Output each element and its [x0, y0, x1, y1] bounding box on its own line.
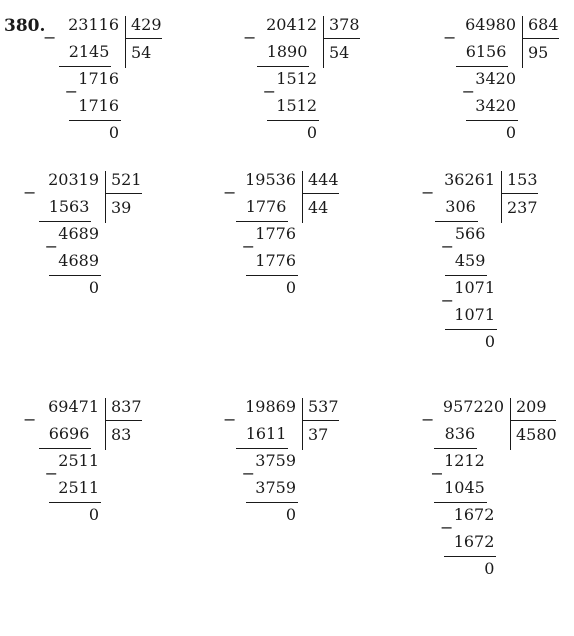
partial-remainder: 4689: [58, 224, 99, 243]
quotient: 54: [329, 43, 350, 62]
subtraction-line: [39, 221, 91, 222]
minus-sign: −: [223, 183, 237, 202]
subtrahend: 6696: [48, 424, 90, 443]
subtraction-line: [236, 221, 288, 222]
final-remainder: 0: [306, 123, 317, 142]
minus-sign: −: [44, 237, 58, 256]
division-problem: [43, 15, 185, 161]
final-remainder: 0: [88, 505, 99, 524]
subtrahend: 459: [454, 251, 486, 270]
quotient-line: [501, 193, 538, 194]
minus-sign: −: [262, 82, 276, 101]
dividend: 36261: [444, 170, 495, 189]
subtraction-line: [69, 120, 121, 121]
subtraction-line: [236, 448, 288, 449]
quotient: 4580: [516, 425, 557, 444]
minus-sign: −: [241, 237, 255, 256]
subtrahend: 4689: [58, 251, 99, 270]
subtrahend: 1890: [266, 42, 308, 61]
quotient-line: [510, 420, 556, 421]
final-remainder: 0: [285, 505, 296, 524]
minus-sign: −: [430, 464, 444, 483]
subtrahend: 1045: [444, 478, 485, 497]
partial-remainder: 3759: [255, 451, 296, 470]
quotient: 95: [528, 43, 549, 62]
division-problem: [421, 397, 570, 597]
divisor: 537: [308, 397, 339, 416]
dividend: 64980: [465, 15, 516, 34]
quotient: 39: [111, 198, 132, 217]
minus-sign: −: [23, 183, 37, 202]
problem-number: 380.: [4, 16, 46, 36]
subtraction-line: [246, 502, 298, 503]
division-bracket: [302, 171, 303, 223]
dividend: 69471: [48, 397, 99, 416]
dividend: 19869: [245, 397, 296, 416]
quotient-line: [105, 193, 142, 194]
minus-sign: −: [23, 410, 37, 429]
subtrahend: 1611: [245, 424, 287, 443]
subtrahend: 1563: [48, 197, 90, 216]
minus-sign: −: [64, 82, 78, 101]
partial-remainder: 1071: [454, 278, 495, 297]
dividend: 20412: [266, 15, 317, 34]
division-problem: [421, 170, 561, 370]
subtraction-line: [49, 502, 101, 503]
division-problem: [23, 170, 165, 316]
subtrahend: 1776: [245, 197, 287, 216]
division-problem: [243, 15, 383, 161]
subtraction-line: [434, 502, 486, 503]
division-bracket: [510, 398, 511, 450]
minus-sign: −: [421, 183, 435, 202]
partial-remainder: 1776: [255, 224, 296, 243]
minus-sign: −: [440, 518, 454, 537]
minus-sign: −: [421, 410, 435, 429]
minus-sign: −: [243, 28, 257, 47]
quotient: 37: [308, 425, 329, 444]
quotient: 54: [131, 43, 152, 62]
subtraction-line: [257, 66, 309, 67]
final-remainder: 0: [108, 123, 119, 142]
subtraction-line: [435, 221, 478, 222]
partial-remainder: 566: [454, 224, 486, 243]
quotient-line: [125, 38, 162, 39]
partial-remainder: 2511: [58, 451, 99, 470]
quotient-line: [302, 193, 339, 194]
divisor: 444: [308, 170, 339, 189]
subtrahend: 1776: [255, 251, 296, 270]
dividend: 957220: [442, 397, 504, 416]
divisor: 429: [131, 15, 162, 34]
subtrahend: 836: [444, 424, 476, 443]
division-problem: [223, 397, 362, 543]
minus-sign: −: [223, 410, 237, 429]
final-remainder: 0: [505, 123, 516, 142]
subtraction-line: [246, 275, 298, 276]
minus-sign: −: [43, 28, 57, 47]
divisor: 378: [329, 15, 360, 34]
division-bracket: [522, 16, 523, 68]
subtrahend: 1512: [276, 96, 317, 115]
minus-sign: −: [443, 28, 457, 47]
quotient-line: [105, 420, 142, 421]
partial-remainder: 1716: [78, 69, 119, 88]
subtraction-line: [445, 329, 497, 330]
divisor: 153: [507, 170, 538, 189]
minus-sign: −: [44, 464, 58, 483]
subtrahend: 1672: [453, 532, 495, 551]
divisor: 684: [528, 15, 559, 34]
minus-sign: −: [461, 82, 475, 101]
minus-sign: −: [440, 237, 454, 256]
minus-sign: −: [241, 464, 255, 483]
division-bracket: [105, 171, 106, 223]
minus-sign: −: [440, 291, 454, 310]
final-remainder: 0: [285, 278, 296, 297]
quotient: 237: [507, 198, 538, 217]
quotient: 83: [111, 425, 132, 444]
final-remainder: 0: [88, 278, 99, 297]
division-problem: [23, 397, 165, 543]
division-problem: [443, 15, 574, 161]
dividend: 19536: [245, 170, 296, 189]
divisor: 521: [111, 170, 142, 189]
subtraction-line: [466, 120, 518, 121]
quotient-line: [323, 38, 360, 39]
subtraction-line: [434, 448, 477, 449]
subtrahend: 6156: [465, 42, 507, 61]
subtraction-line: [444, 556, 496, 557]
subtrahend: 3759: [255, 478, 296, 497]
partial-remainder: 1212: [444, 451, 485, 470]
quotient-line: [522, 38, 559, 39]
division-bracket: [323, 16, 324, 68]
subtraction-line: [39, 448, 91, 449]
subtrahend: 3420: [475, 96, 516, 115]
dividend: 20319: [48, 170, 99, 189]
subtraction-line: [267, 120, 319, 121]
partial-remainder: 1672: [453, 505, 495, 524]
dividend: 23116: [68, 15, 119, 34]
division-bracket: [302, 398, 303, 450]
partial-remainder: 1512: [276, 69, 317, 88]
subtraction-line: [59, 66, 111, 67]
subtrahend: 2511: [58, 478, 99, 497]
subtraction-line: [49, 275, 101, 276]
division-problem: [223, 170, 362, 316]
final-remainder: 0: [484, 559, 495, 578]
subtraction-line: [445, 275, 488, 276]
division-bracket: [501, 171, 502, 223]
subtrahend: 1071: [454, 305, 495, 324]
subtrahend: 2145: [68, 42, 110, 61]
divisor: 837: [111, 397, 142, 416]
subtrahend: 306: [445, 197, 476, 216]
quotient-line: [302, 420, 339, 421]
final-remainder: 0: [484, 332, 495, 351]
quotient: 44: [308, 198, 329, 217]
subtraction-line: [456, 66, 508, 67]
subtrahend: 1716: [78, 96, 119, 115]
division-bracket: [125, 16, 126, 68]
division-bracket: [105, 398, 106, 450]
partial-remainder: 3420: [475, 69, 516, 88]
divisor: 209: [516, 397, 547, 416]
